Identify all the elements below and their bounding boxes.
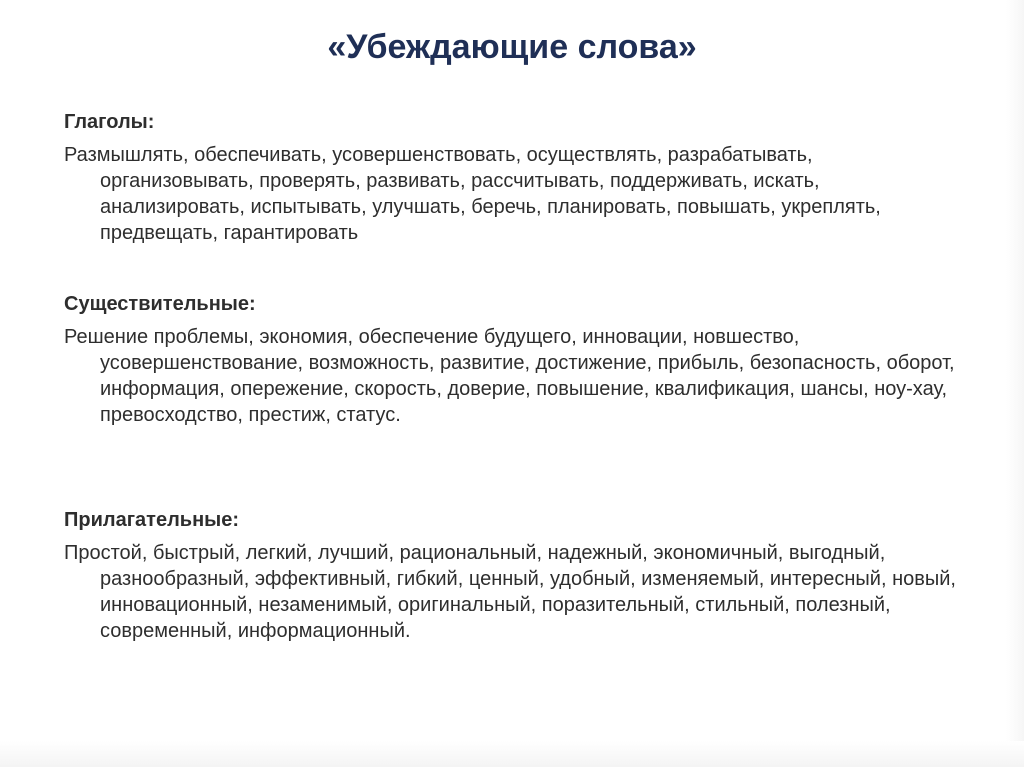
slide-right-shadow [1006, 0, 1024, 767]
section-verbs [64, 108, 964, 246]
section-body-verbs: Размышлять, обеспечивать, усовершенствовать, осуществлять, разрабатывать, организовывать, проверять, развивать, рассчитывать, поддерживать, искать, анализировать, испытывать, улучшать, беречь, планировать, повышать, укреплять, предвещать, гарантировать [64, 144, 881, 244]
section-adjectives [64, 506, 964, 644]
section-heading-verbs: Глаголы: [64, 111, 155, 133]
section-body-nouns: Решение проблемы, экономия, обеспечение будущего, инновации, новшество, усовершенствование, возможность, развитие, достижение, прибыль, безопасность, оборот, информация, опережение, скорость, доверие, повышение, квалификация, шансы, ноу-хау, превосходство, престиж, статус. [64, 326, 955, 426]
section-heading-nouns: Существительные: [64, 293, 256, 315]
section-heading-adjectives: Прилагательные: [64, 509, 240, 531]
slide-title: «Убеждающие слова» [327, 28, 697, 66]
slide-bottom-shadow [0, 741, 1024, 767]
section-nouns [64, 290, 964, 428]
section-body-adjectives: Простой, быстрый, легкий, лучший, рациональный, надежный, экономичный, выгодный, разнообразный, эффективный, гибкий, ценный, удобный, изменяемый, интересный, новый, инновационный, незаменимый, оригинальный, поразительный, стильный, полезный, современный, информационный. [64, 542, 956, 642]
